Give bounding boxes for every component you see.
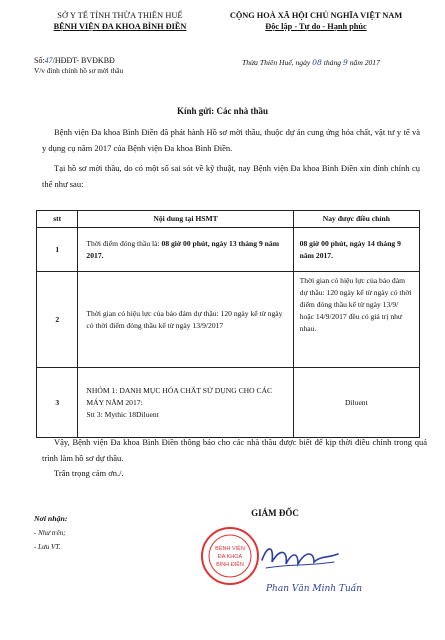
svg-text:ĐA KHOA: ĐA KHOA: [217, 554, 243, 560]
row-stt: 1: [37, 228, 78, 272]
place-date: [242, 58, 380, 67]
row-hsmt: [78, 368, 293, 438]
month-handwritten: 9: [342, 58, 348, 67]
svg-text:BỆNH VIỆN: BỆNH VIỆN: [215, 546, 245, 552]
number-suffix: /HĐĐT- BVĐKBĐ: [52, 56, 115, 65]
salutation: Kính gửi: Các nhà thầu: [177, 106, 268, 116]
header-adjusted: Nay được điều chỉnh: [293, 211, 419, 228]
national-motto: Độc lập - Tự do - Hạnh phúc: [265, 22, 367, 31]
correction-table: [36, 210, 420, 438]
nation-name: CỘNG HOÀ XÃ HỘI CHỦ NGHĨA VIỆT NAM: [229, 11, 403, 20]
hsmt-plain: Thời điểm đóng thầu là:: [86, 238, 162, 248]
recipients-block: [34, 512, 67, 554]
document-subject: V/v đính chính hồ sơ mời thầu: [34, 66, 124, 75]
handwritten-signature: [258, 534, 342, 576]
number-handwritten: 47: [44, 56, 53, 65]
recipient-item: - Như trên;: [34, 529, 66, 537]
row-stt: 2: [37, 272, 78, 368]
body-paragraph-1: Bệnh viện Đa khoa Bình Điền đã phát hành Hồ sơ mời thầu, thuộc dự án cung ứng hóa chất, vật tư y tế và y dụng cụ năm 2017 của Bệnh viện Đa khoa Bình Điền.: [42, 127, 420, 153]
closing-line: Trân trọng cảm ơn./.: [54, 468, 124, 478]
signer-role: GIÁM ĐỐC: [251, 508, 299, 518]
hospital-name: BỆNH VIỆN ĐA KHOA BÌNH ĐIỀN: [53, 22, 187, 31]
signer-name: Phan Văn Minh Tuấn: [266, 584, 363, 594]
table-row: [37, 272, 420, 368]
issuer-header: [20, 10, 220, 32]
header-hsmt: Nội dung tại HSMT: [78, 211, 293, 228]
table-row: [37, 368, 420, 438]
national-header: [200, 10, 432, 32]
svg-text:BÌNH ĐIỀN: BÌNH ĐIỀN: [216, 562, 244, 568]
month-word: tháng: [323, 58, 342, 67]
row-hsmt: Thời gian có hiệu lực của bảo đảm dự thầu: 120 ngày kể từ ngày có thời điểm đóng thầu kể từ ngày 13/9/2017: [78, 272, 293, 368]
row-adjusted: 08 giờ 00 phút, ngày 14 tháng 9 năm 2017.: [293, 228, 419, 272]
row-adjusted: Diluent: [293, 368, 419, 438]
number-prefix: Số:: [34, 56, 45, 65]
row-hsmt: [78, 228, 293, 272]
recipient-item: - Lưu VT.: [34, 543, 61, 551]
document-number: [34, 56, 115, 66]
table-header-row: [37, 211, 420, 228]
body-paragraph-2: Tại hồ sơ mời thầu, do có một số sai sót về kỹ thuật, nay Bệnh viện Đa khoa Bình Điền xin đính chính cụ thể như sau:: [42, 163, 420, 189]
red-seal-stamp: [200, 526, 260, 586]
parent-org: SỞ Y TẾ TỈNH THỪA THIÊN HUẾ: [57, 11, 183, 20]
hsmt-line-1: NHÓM 1: DANH MỤC HÓA CHẤT SỬ DỤNG CHO CÁC MÁY NĂM 2017:: [86, 385, 273, 407]
day-handwritten: 08: [312, 58, 322, 67]
hsmt-line-2: Stt 3: Mythic 18Diluent: [86, 409, 159, 419]
body-paragraph-3: Vậy, Bệnh viện Đa khoa Bình Điền thông báo cho các nhà thầu được biết để kịp thời điều chỉnh trong quá trình làm hồ sơ dự thầu.: [42, 437, 427, 463]
place-prefix: Thừa Thiên Huế, ngày: [242, 58, 311, 67]
header-stt: stt: [37, 211, 78, 228]
recipients-title: Nơi nhận:: [34, 514, 68, 523]
year-text: năm 2017: [349, 58, 380, 67]
row-stt: 3: [37, 368, 78, 438]
hsmt-bold: 08 giờ 00 phút, ngày 13 tháng 9 năm 2017.: [86, 238, 280, 260]
table-row: [37, 228, 420, 272]
row-adjusted: Thời gian có hiệu lực của bảo đảm dự thầu: 120 ngày kể từ ngày có thời điểm đóng thầu kể từ ngày 13/9/ hoặc 14/9/2017 đều có giá trị như nhau.: [293, 272, 419, 368]
